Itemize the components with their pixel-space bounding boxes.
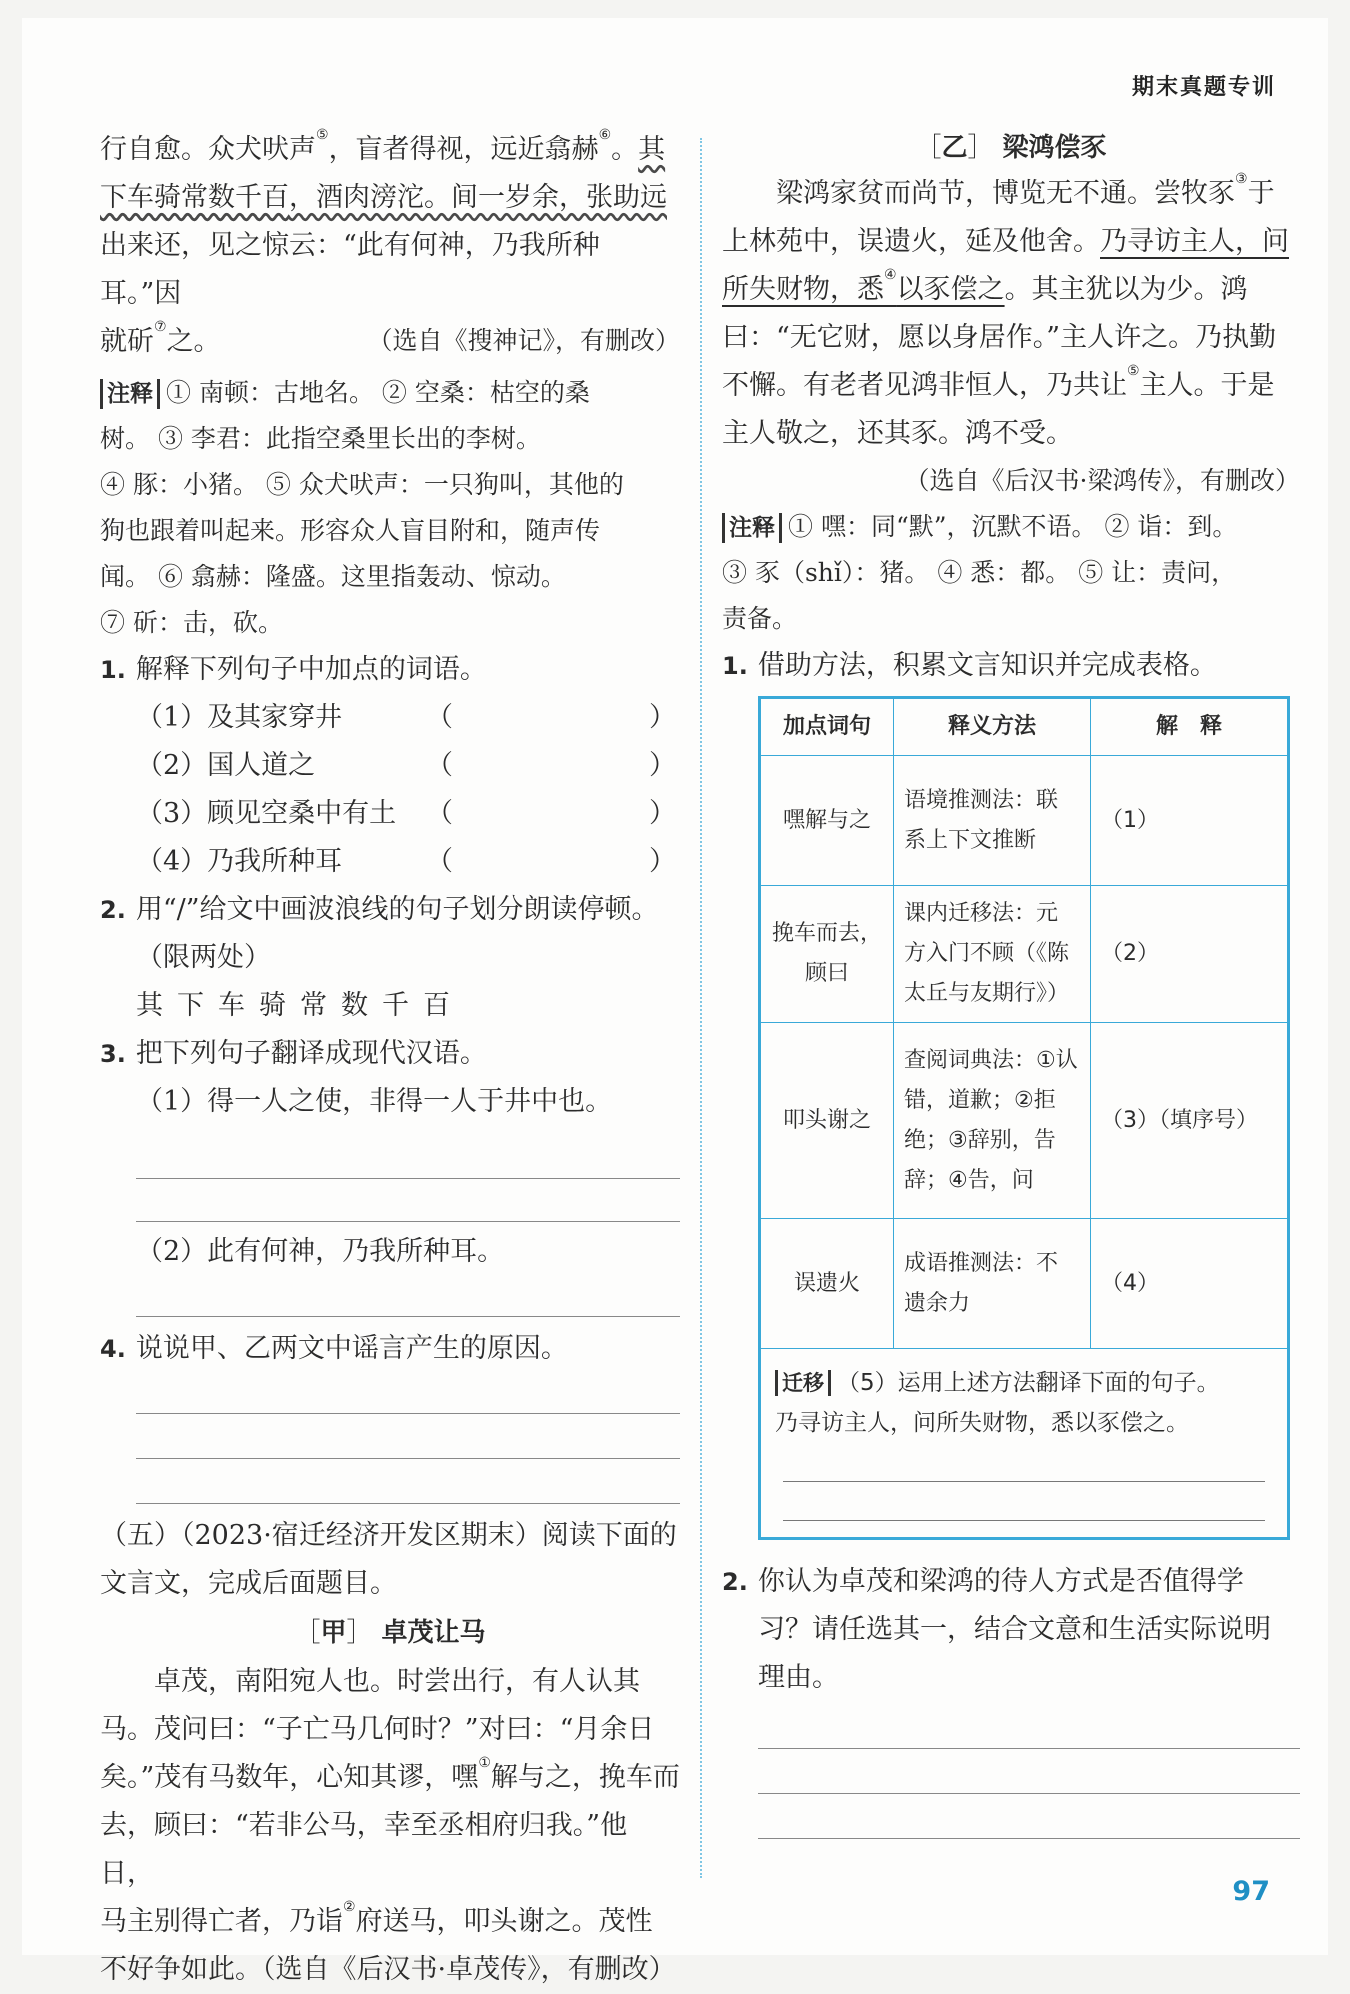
passage-line: 曰：“无它财，愿以身居作。”主人许之。乃执勤 xyxy=(722,322,1277,353)
question-text: 2. 你认为卓茂和梁鸿的待人方式是否值得学 xyxy=(722,1566,1244,1597)
answer-line[interactable] xyxy=(136,1179,680,1222)
question-item: （2）国人道之 （ ） xyxy=(100,742,680,790)
table-transfer-row xyxy=(760,1349,1289,1539)
question-text-line: 理由。 xyxy=(758,1662,839,1693)
header-title: 期末真题专训 xyxy=(1131,75,1276,100)
table-cell-answer[interactable]: （3）（填序号） xyxy=(1091,1023,1289,1219)
table-header-row xyxy=(760,698,1289,756)
question-text: 2. 用“/”给文中画波浪线的句子划分朗读停顿。 xyxy=(100,894,659,925)
passage-source: （选自《搜神记》，有删改） xyxy=(367,326,680,355)
left-column xyxy=(100,126,680,1994)
notes-tag: 注释 xyxy=(722,513,782,543)
passage-line: 就斫⑦之。 （选自《搜神记》，有删改） xyxy=(100,318,680,366)
answer-parens[interactable]: （ ） xyxy=(426,702,676,733)
answer-line[interactable] xyxy=(136,1414,680,1459)
question-1 xyxy=(100,646,680,886)
section-intro-line: 文言文，完成后面题目。 xyxy=(100,1568,397,1599)
transfer-line: 迁移 （5）运用上述方法翻译下面的句子。 xyxy=(775,1363,1273,1403)
column-divider xyxy=(700,138,702,1878)
answer-parens[interactable]: （ ） xyxy=(426,798,676,829)
passage-line: 上林苑中，误遗火，延及他舍。乃寻访主人，问 xyxy=(722,226,1289,257)
question-4 xyxy=(100,1325,680,1504)
passage-line: 不好争如此。（选自《后汉书·卓茂传》，有删改） xyxy=(100,1954,676,1985)
notes-line: ③ 豕（shǐ）：猪。 ④ 悉：都。 ⑤ 让：责问， xyxy=(722,558,1237,587)
passage-line: 出来还，见之惊云：“此有何神，乃我所种耳。”因 xyxy=(100,230,600,309)
table-cell-method: 查阅词典法：①认错，道歉；②拒绝；③辞别，告辞；④告，问 xyxy=(894,1023,1091,1219)
table-cell-phrase: 误遗火 xyxy=(760,1219,894,1349)
page xyxy=(22,18,1328,1985)
table-header: 解 释 xyxy=(1091,698,1289,756)
answer-line[interactable] xyxy=(758,1749,1300,1794)
question-text: 4. 说说甲、乙两文中谣言产生的原因。 xyxy=(100,1333,568,1364)
question-item: （1）及其家穿井 （ ） xyxy=(100,694,680,742)
question-item: （1）得一人之使，非得一人于井中也。 xyxy=(136,1086,613,1117)
table-row xyxy=(760,1219,1289,1349)
notes-block xyxy=(722,504,1300,642)
table-header: 释义方法 xyxy=(894,698,1091,756)
answer-line[interactable] xyxy=(758,1702,1300,1749)
section-5-intro xyxy=(100,1512,680,1608)
yi-title: ［乙］ 梁鸿偿豕 xyxy=(915,133,1107,163)
passage-source: （选自《后汉书·梁鸿传》，有删改） xyxy=(904,466,1300,495)
question-text: 3. 把下列句子翻译成现代汉语。 xyxy=(100,1038,487,1069)
notes-tag: 注释 xyxy=(100,379,160,409)
transfer-tag: 迁移 xyxy=(775,1370,831,1396)
notes-line: 狗也跟着叫起来。形容众人盲目附和，随声传 xyxy=(100,516,601,545)
table-row xyxy=(760,886,1289,1023)
answer-line[interactable] xyxy=(758,1794,1300,1839)
question-limit: （限两处） xyxy=(136,942,271,973)
answer-parens[interactable]: （ ） xyxy=(426,846,676,877)
notes-line: ④ 豚：小猪。 ⑤ 众犬吠声：一只狗叫，其他的 xyxy=(100,470,624,499)
passage-line: 去，顾曰：“若非公马，幸至丞相府归我。”他日， xyxy=(100,1810,628,1889)
pause-sentence[interactable]: 其下车骑常数千百 xyxy=(136,990,464,1021)
passage-line: 卓茂，南阳宛人也。时尝出行，有人认其 xyxy=(154,1666,640,1697)
transfer-sentence: 乃寻访主人，问所失财物，悉以豕偿之。 xyxy=(775,1410,1189,1436)
answer-line[interactable] xyxy=(783,1443,1265,1482)
answer-parens[interactable]: （ ） xyxy=(426,750,676,781)
notes-line: 注释 ① 嘿：同“默”，沉默不语。 ② 诣：到。 xyxy=(722,504,1300,550)
question-text-line: 习？请任选其一，结合文意和生活实际说明 xyxy=(758,1614,1271,1645)
question-item: （3）顾见空桑中有土 （ ） xyxy=(100,790,680,838)
method-table xyxy=(758,696,1290,1540)
question-2-right xyxy=(722,1558,1300,1839)
right-column xyxy=(722,126,1300,1839)
table-cell-phrase: 挽车而去，顾曰 xyxy=(760,886,894,1023)
passage-line: 行自愈。众犬吠声⑤，盲者得视，远近翕赫⑥。其 xyxy=(100,127,666,165)
question-3 xyxy=(100,1030,680,1317)
table-cell-answer[interactable]: （4） xyxy=(1091,1219,1289,1349)
transfer-block xyxy=(761,1349,1287,1537)
question-text: 1. 解释下列句子中加点的词语。 xyxy=(100,654,487,685)
passage-line: 下车骑常数千百，酒肉滂沱。间一岁余，张助远 xyxy=(100,182,667,213)
question-item: （4）乃我所种耳 （ ） xyxy=(100,838,680,886)
table-cell-answer[interactable]: （2） xyxy=(1091,886,1289,1023)
table-cell-phrase: 嘿解与之 xyxy=(760,756,894,886)
answer-line[interactable] xyxy=(136,1373,680,1414)
jia-title: ［甲］ 卓茂让马 xyxy=(294,1618,486,1648)
passage-continuation xyxy=(100,126,680,366)
notes-line: 树。 ③ 李君：此指空桑里长出的李树。 xyxy=(100,424,541,453)
page-number: 97 xyxy=(1232,1876,1270,1907)
answer-line[interactable] xyxy=(136,1126,680,1179)
section-intro-line: （五）（2023·宿迁经济开发区期末）阅读下面的 xyxy=(100,1520,677,1551)
answer-line[interactable] xyxy=(783,1482,1265,1521)
table-row xyxy=(760,756,1289,886)
notes-line: 闻。 ⑥ 翕赫：隆盛。这里指轰动、惊动。 xyxy=(100,562,566,591)
notes-line: 注释 ① 南顿：古地名。 ② 空桑：枯空的桑 xyxy=(100,370,680,416)
jia-passage xyxy=(100,1658,680,1994)
question-2 xyxy=(100,886,680,1030)
passage-line: 马。茂问曰：“子亡马几何时？”对曰：“月余日 xyxy=(100,1714,655,1745)
table-header: 加点词句 xyxy=(760,698,894,756)
table-cell-method: 成语推测法：不遗余力 xyxy=(894,1219,1091,1349)
question-text: 1. 借助方法，积累文言知识并完成表格。 xyxy=(722,650,1217,681)
table-cell-answer[interactable]: （1） xyxy=(1091,756,1289,886)
passage-line: 马主别得亡者，乃诣②府送马，叩头谢之。茂性 xyxy=(100,1899,653,1937)
notes-block xyxy=(100,370,680,646)
table-cell-method: 语境推测法：联系上下文推断 xyxy=(894,756,1091,886)
answer-line[interactable] xyxy=(136,1276,680,1317)
table-row xyxy=(760,1023,1289,1219)
passage-line: 主人敬之，还其豕。鸿不受。 xyxy=(722,418,1073,449)
passage-line: 不懈。有老者见鸿非恒人，乃共让⑤主人。于是 xyxy=(722,363,1275,401)
yi-passage xyxy=(722,170,1300,504)
table-cell-method: 课内迁移法：元方入门不顾（《陈太丘与友期行》） xyxy=(894,886,1091,1023)
answer-line[interactable] xyxy=(136,1459,680,1504)
passage-line: 所失财物，悉④以豕偿之。其主犹以为少。鸿 xyxy=(722,267,1248,305)
table-cell-phrase: 叩头谢之 xyxy=(760,1023,894,1219)
notes-line: 责备。 xyxy=(722,604,798,633)
passage-line: 矣。”茂有马数年，心知其谬，嘿①解与之，挽车而 xyxy=(100,1755,680,1793)
passage-line: 梁鸿家贫而尚节，博览无不通。尝牧豕③于 xyxy=(776,171,1275,209)
question-item: （2）此有何神，乃我所种耳。 xyxy=(136,1236,505,1267)
notes-line: ⑦ 斫：击，砍。 xyxy=(100,608,283,637)
